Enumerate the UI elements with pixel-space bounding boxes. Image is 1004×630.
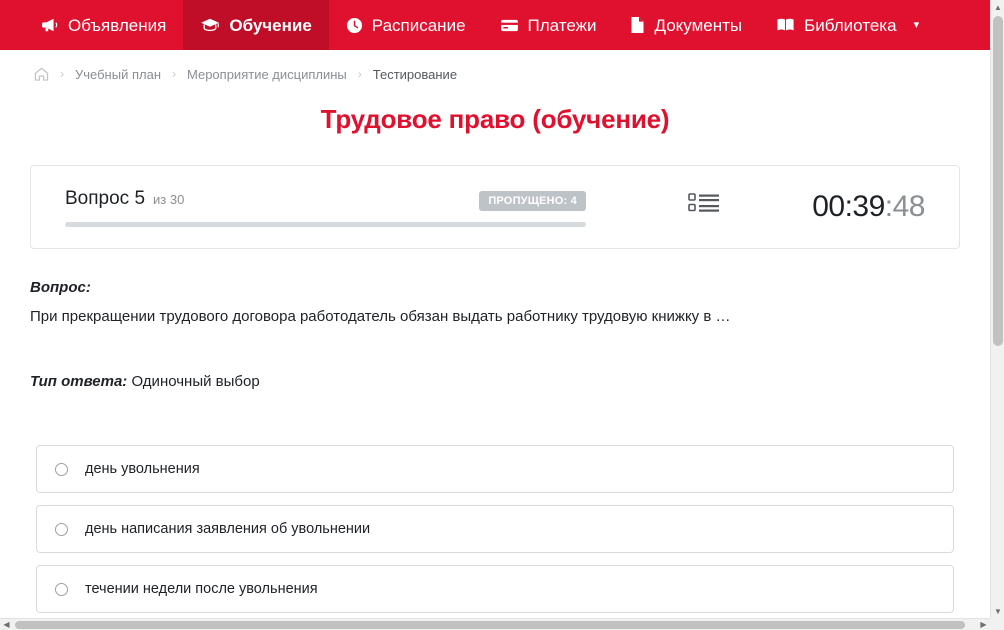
graduation-cap-icon <box>200 17 220 33</box>
nav-label-learning: Обучение <box>229 15 312 35</box>
timer-seconds: :48 <box>884 190 925 223</box>
clock-icon <box>346 17 363 34</box>
option-row-2[interactable] <box>36 505 954 553</box>
breadcrumb-separator-2: › <box>172 67 176 81</box>
answer-type-label: Тип ответа: <box>30 373 128 391</box>
option-row-1[interactable] <box>36 445 954 493</box>
progress-bar <box>65 222 586 227</box>
nav-label-documents: Документы <box>654 15 743 35</box>
timer-minutes: 00:39 <box>812 190 885 223</box>
answer-type-value: Одиночный выбор <box>131 373 260 391</box>
nav-item-schedule[interactable] <box>329 0 483 50</box>
option-label-2: день написания заявления об увольнении <box>85 521 371 538</box>
scrollbar-corner <box>990 618 1004 630</box>
breadcrumb-item-testing: Тестирование <box>372 66 458 82</box>
main-navigation <box>0 0 990 50</box>
option-row-3[interactable] <box>36 565 954 613</box>
vertical-scrollbar[interactable] <box>990 0 1004 618</box>
question-progress-section <box>31 188 596 227</box>
book-icon <box>776 17 795 33</box>
nav-item-library[interactable] <box>759 0 936 50</box>
scroll-up-arrow-icon[interactable]: ▲ <box>991 0 1004 14</box>
nav-item-announcements[interactable] <box>24 0 183 50</box>
question-list-button[interactable] <box>596 192 812 223</box>
question-list-icon <box>688 192 720 223</box>
status-badge: ПРОПУЩЕНО: 4 <box>479 191 586 211</box>
skipped-badge-wrap <box>479 191 586 211</box>
option-label-3: течении недели после увольнения <box>85 581 318 598</box>
nav-item-documents[interactable] <box>613 0 759 50</box>
question-total: из 30 <box>153 191 185 207</box>
nav-label-schedule: Расписание <box>371 15 466 35</box>
credit-card-icon <box>500 18 519 33</box>
question-prompt-label: Вопрос: <box>30 279 91 296</box>
home-icon[interactable] <box>34 67 49 81</box>
question-text: При прекращении трудового договора работодатель обязан выдать работнику трудовую книжку в … <box>30 308 731 325</box>
document-icon <box>630 16 645 34</box>
chevron-down-icon[interactable]: ▾ <box>913 18 920 31</box>
nav-label-payments: Платежи <box>527 15 597 35</box>
radio-button-1[interactable] <box>55 463 68 476</box>
answer-type-row <box>30 373 960 390</box>
horizontal-scrollbar[interactable] <box>0 618 1004 630</box>
vertical-scrollbar-thumb[interactable] <box>993 16 1003 346</box>
breadcrumb-separator-1: › <box>60 67 64 81</box>
countdown-timer <box>812 190 959 224</box>
horizontal-scrollbar-thumb[interactable] <box>15 621 965 629</box>
nav-item-payments[interactable] <box>483 0 614 50</box>
radio-button-2[interactable] <box>55 523 68 536</box>
breadcrumb-separator-3: › <box>357 67 362 81</box>
question-number: Вопрос 5 <box>65 187 146 209</box>
nav-label-announcements: Объявления <box>68 15 167 35</box>
scroll-left-arrow-icon[interactable]: ◀ <box>3 620 10 629</box>
breadcrumb <box>0 50 990 84</box>
question-number-row <box>65 188 586 211</box>
breadcrumb-item-discipline-event[interactable]: Мероприятие дисциплины <box>187 66 347 82</box>
nav-item-learning[interactable] <box>183 0 328 50</box>
megaphone-icon <box>41 17 59 33</box>
scroll-down-arrow-icon[interactable]: ▼ <box>991 604 1004 618</box>
question-status-card <box>30 165 960 249</box>
answer-options <box>36 445 954 613</box>
breadcrumb-item-curriculum[interactable]: Учебный план <box>75 66 161 82</box>
scroll-right-arrow-icon[interactable]: ▶ <box>980 620 987 629</box>
nav-label-library: Библиотека <box>804 15 897 35</box>
radio-button-3[interactable] <box>55 583 68 596</box>
page-title: Трудовое право (обучение) <box>320 104 670 134</box>
option-label-1: день увольнения <box>85 461 200 478</box>
question-body <box>0 279 990 390</box>
